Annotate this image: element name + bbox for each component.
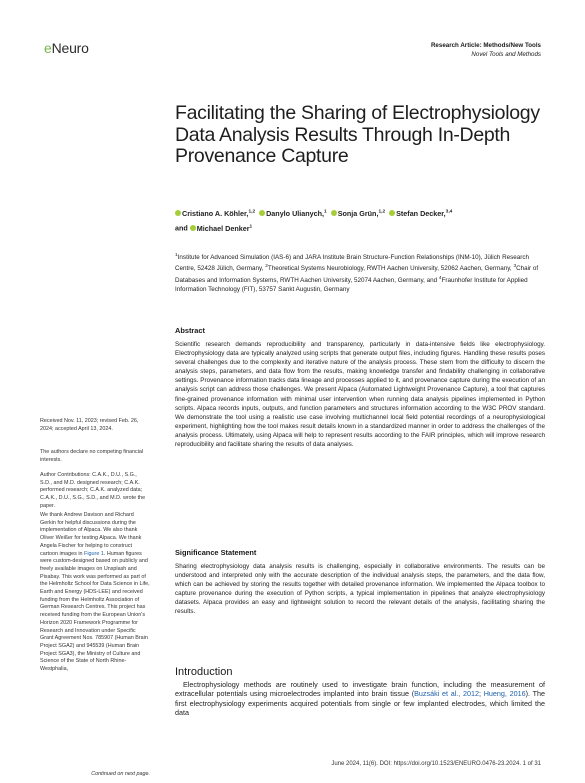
author[interactable]: Cristiano A. Köhler,$^{1,2}$: [175, 209, 255, 218]
orcid-icon[interactable]: [331, 210, 337, 216]
article-subtype: Novel Tools and Methods: [471, 51, 541, 58]
abstract-heading: Abstract: [175, 326, 205, 335]
continued-note: Continued on next page.: [91, 771, 150, 777]
journal-logo: eNeuro: [44, 40, 89, 56]
introduction-text: Electrophysiology methods are routinely used to investigate brain function, including the measurement of extracellular potentials using microelectrodes implanted into brain tissue (Buzsáki et al., 2012; Hueng, 2016). The first electrophysiology experiments acquired potentials from single or few implanted electrodes, which limited the data: [175, 680, 545, 718]
author-contributions: Author Contributions: C.A.K., D.U., S.G., S.D., and M.D. designed research; C.A.K. performed research; C.A.K. analyzed data; C.A.K., D.U., S.G., S.D., and M.D. wrote the paper.: [40, 472, 146, 509]
citation-link[interactable]: Hueng, 2016: [483, 689, 526, 699]
article-type-header: [431, 41, 541, 59]
affiliations: $^1$Institute for Advanced Simulation (IAS-6) and JARA Institute Brain Structure-Function Relationships (INM-10), Jülich Research Centre, 52428 Jülich, Germany, $^2$Theoretical Systems Neurobiology, RWTH Aachen University, 52062 Aachen, Germany, $^3$Chair of Databases and Information Systems, RWTH Aachen University, 52074 Aachen, Germany, and $^4$Fraunhofer Institute for Applied Information Technology (FIT), 53757 Sankt Augustin, Germany: [175, 253, 539, 294]
author[interactable]: Danylo Ulianych,$^1$: [259, 209, 327, 218]
page-footer: June 2024, 11(6). DOI: https://doi.org/10.1523/ENEURO.0476-23.2024. 1 of 31: [331, 761, 541, 767]
figure-link[interactable]: Figure 1: [84, 550, 104, 557]
received-dates: Received Nov. 11, 2023; revised Feb. 26, 2024; accepted April 13, 2024.: [40, 418, 139, 432]
conflict-statement: The authors declare no competing financial interests.: [40, 449, 144, 463]
orcid-icon[interactable]: [190, 225, 196, 231]
author[interactable]: Sonja Grün,$^{1,2}$: [331, 209, 385, 218]
author-list: [175, 206, 545, 235]
orcid-icon[interactable]: [259, 210, 265, 216]
author-and: and: [175, 223, 188, 233]
orcid-icon[interactable]: [389, 210, 395, 216]
paper-title: Facilitating the Sharing of Electrophysiology Data Analysis Results Through In-Depth Provenance Capture: [175, 102, 540, 167]
citation-link[interactable]: Buzsáki et al., 2012: [414, 689, 480, 699]
abstract-text: Scientific research demands reproducibility and transparency, particularly in data-intensive fields like electrophysiology. Electrophysiology data are typically analyzed using scripts that generate output files, including figures. Handling these results poses several challenges due to the complexity and iterative nature of the analysis process. These stem from the difficulty to discern the analysis steps, parameters, and data flow from the results, making knowledge transfer and findability challenging in collaborative settings. Provenance information tracks data lineage and processes applied to it, and provenance capture during the execution of an analysis script can address those challenges. We present Alpaca (Automated Lightweight Provenance Capture), a tool that captures fine-grained provenance information with minimal user intervention when running data analysis pipelines implemented in Python scripts. Alpaca records inputs, outputs, and function parameters and structures information according to the W3C PROV standard. We demonstrate the tool using a realistic use case involving multichannel local field potential recordings of a neurophysiological experiment, highlighting how the tool makes result details known in a standardized manner in order to address the challenges of the analysis process. Ultimately, using Alpaca will help to represent results according to the FAIR principles, which will improve research reproducibility and facilitate sharing the results of data analyses.: [175, 341, 545, 449]
introduction-heading: Introduction: [175, 666, 233, 678]
orcid-icon[interactable]: [175, 210, 181, 216]
author[interactable]: Stefan Decker,$^{3,4}$: [389, 209, 452, 218]
significance-text: Sharing electrophysiology data analysis results is challenging, especially in collaborative environments. The results can be understood and interpreted only with the accurate description of the individual analysis steps, the parameters, and the data flow, which can be achieved by storing the results together with detailed provenance information. We implemented the Alpaca toolbox to capture provenance during the execution of Python scripts, a typical implementation in pipelines that analyze electrophysiology datasets. Alpaca provides an easy and lightweight solution to record the relevant details of the analysis, facilitating sharing the results.: [175, 563, 545, 616]
article-type: Research Article: Methods/New Tools: [430, 42, 541, 49]
author[interactable]: Michael Denker$^1$: [190, 224, 252, 233]
acknowledgements: We thank Andrew Davison and Richard Gerkin for helpful discussions during the implementation of Alpaca. We also thank Oliver Weißer for testing Alpaca. We thank Angela Fischer for helping to construct cartoon images in Figure 1. Human figures were custom-designed based on publicly and freely available images on Unsplash and Pixabay. This work was performed as part of the Helmholtz School for Data Science in Life, Earth and Energy (HDS-LEE) and received funding from the Helmholtz Association of German Research Centres. This project has received funding from the European Union's Horizon 2020 Framework Programme for Research and Innovation under Specific Grant Agreement Nos. 785907 (Human Brain Project SGA2) and 945539 (Human Brain Project SGA3), the Ministry of Culture and Science of the State of North Rhine-Westphalia,: [40, 512, 150, 673]
significance-heading: Significance Statement: [175, 548, 257, 557]
